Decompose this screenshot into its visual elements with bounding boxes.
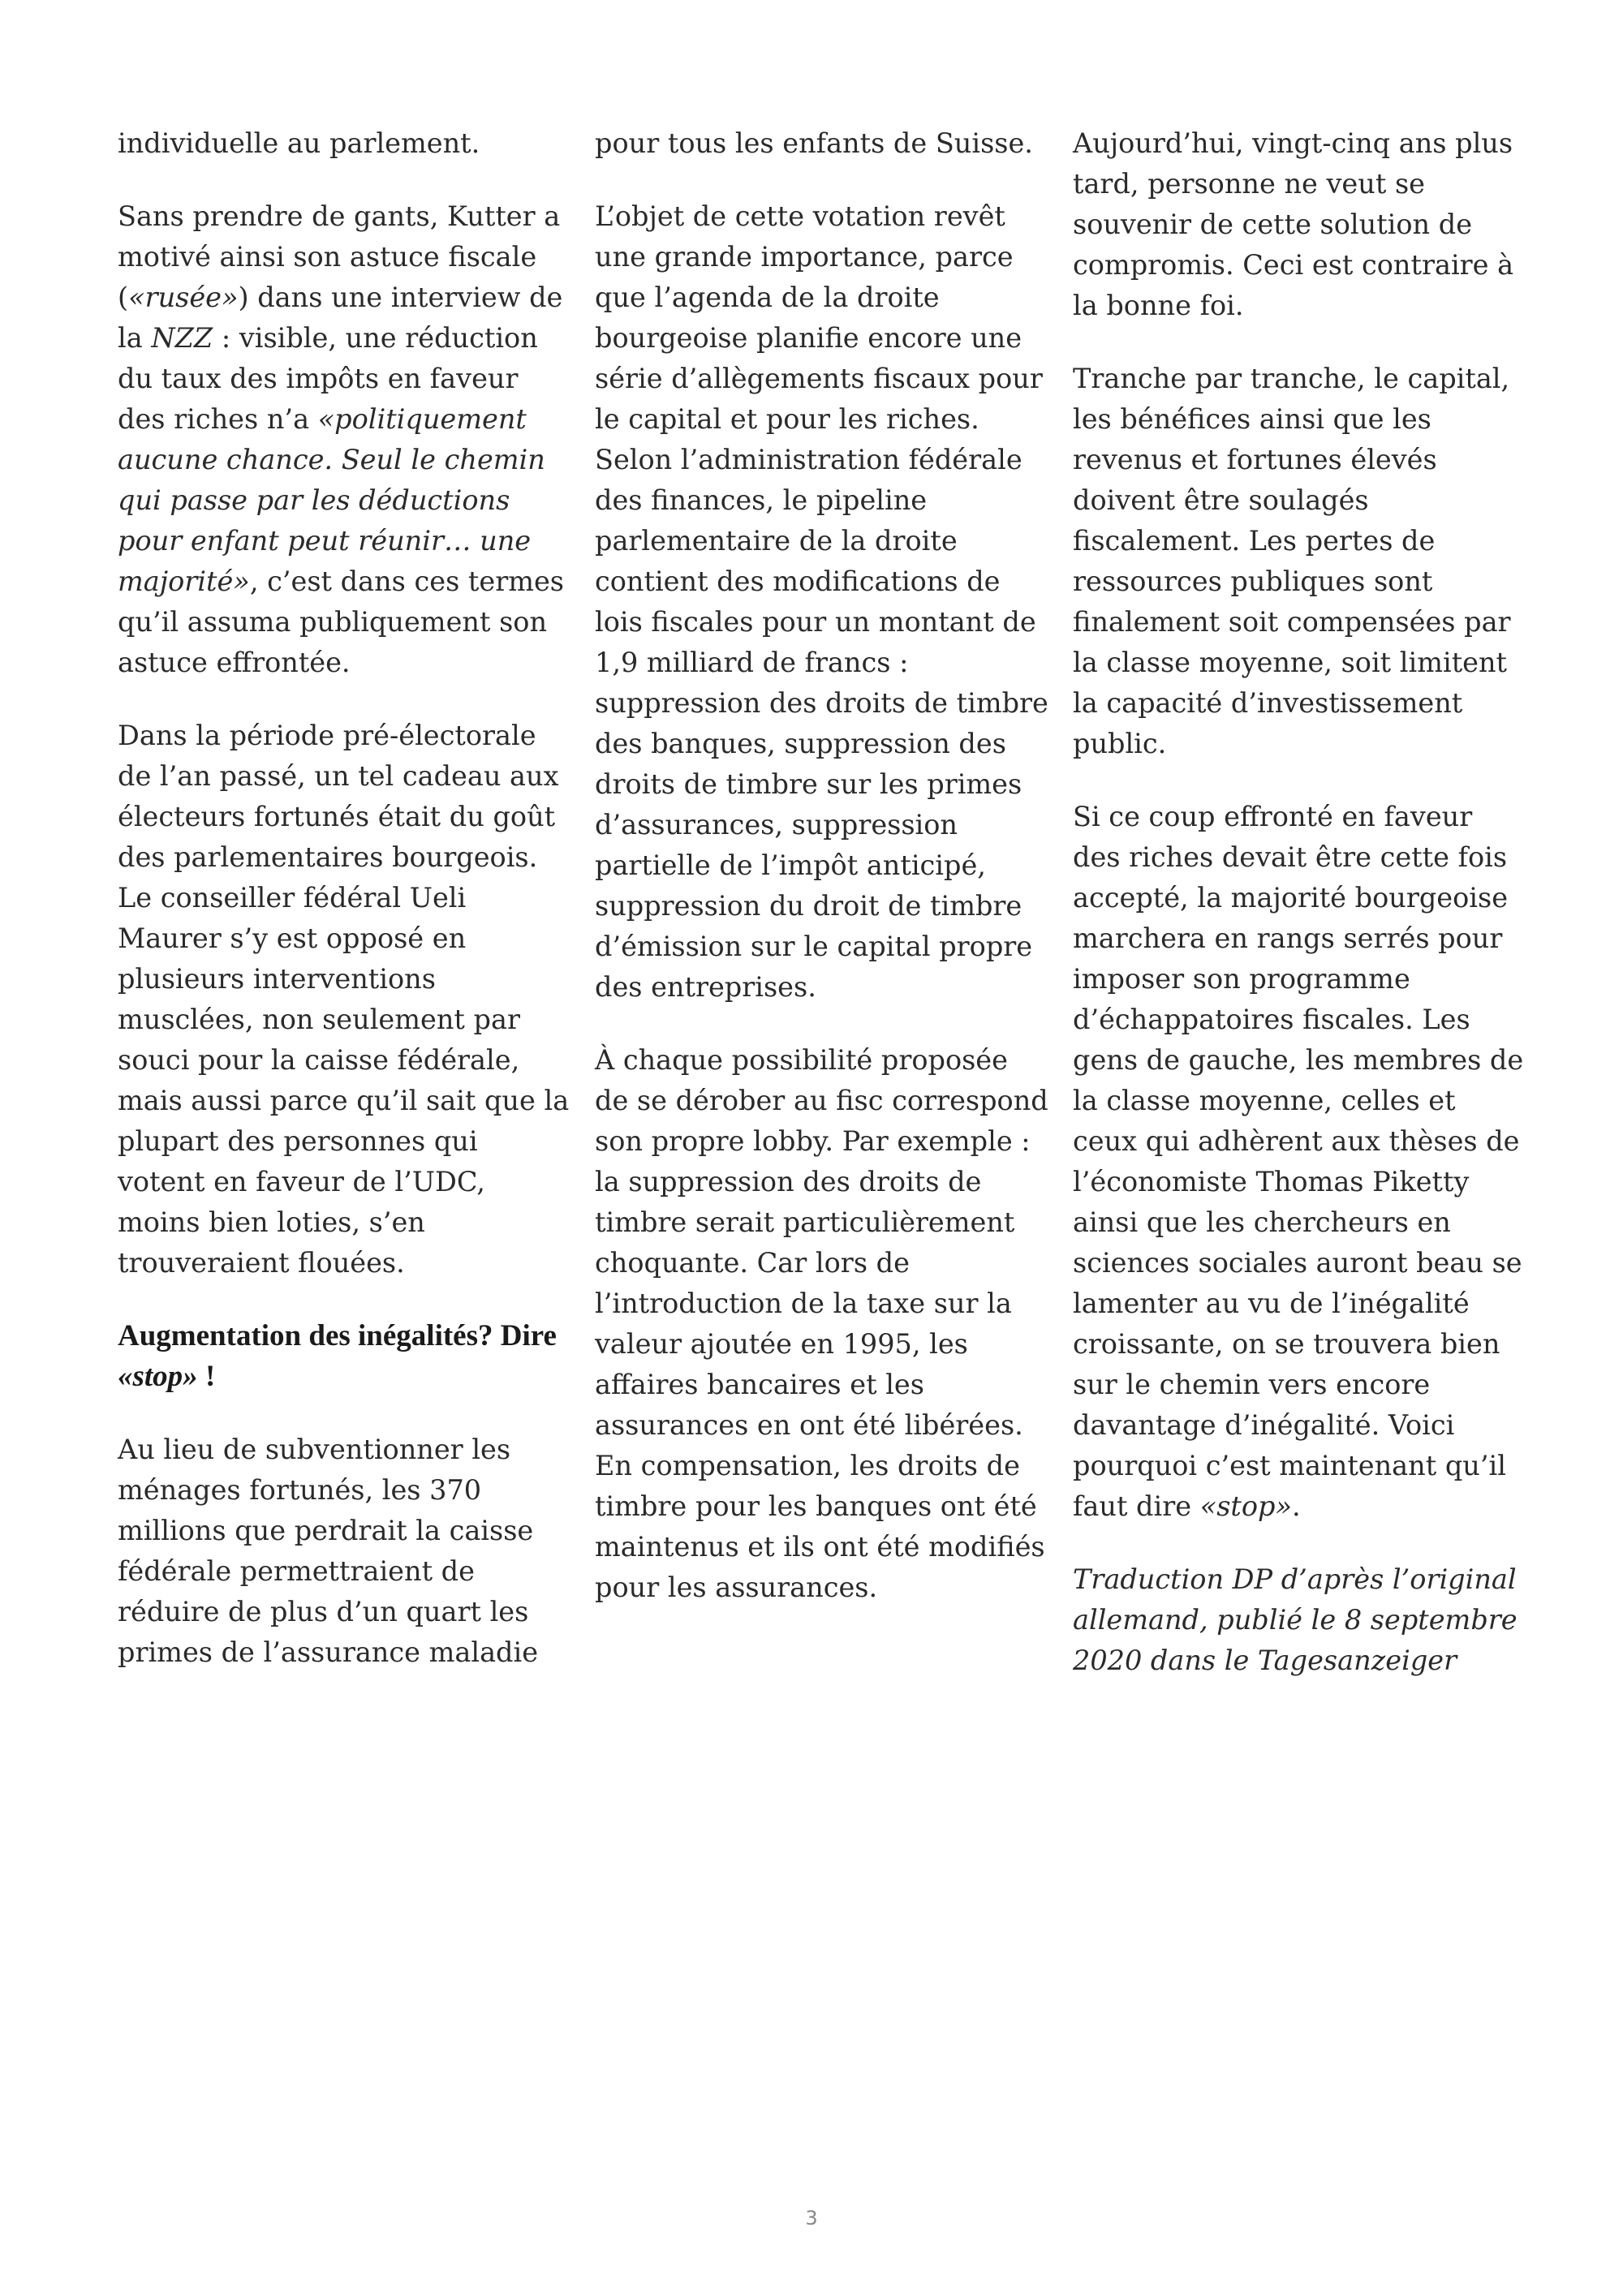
column-2 <box>595 123 1049 1640</box>
paragraph: Sans prendre de gants, Kutter a motivé ainsi son astuce fiscale («rusée») dans une interview de la NZZ : visible, une réduction du taux des impôts en faveur des riches n’a «politiquement aucune chance. Seul le chemin qui passe par les déductions pour enfant peut réunir… une majorité», c’est dans ces termes qu’il assuma publiquement son astuce effrontée. <box>118 200 564 678</box>
paragraph: Au lieu de subventionner les ménages fortunés, les 370 millions que perdrait la caisse fédérale permettraient de réduire de plus d’un quart les primes de l’assurance maladie <box>118 1434 539 1668</box>
paragraph: Dans la période pré-électorale de l’an passé, un tel cadeau aux électeurs fortunés était du goût des parlementaires bourgeois. Le conseiller fédéral Ueli Maurer s’y est opposé en plusieurs interventions musclées, non seulement par souci pour la caisse fédérale, mais aussi parce qu’il sait que la plupart des personnes qui votent en faveur de l’UDC, moins bien loties, s’en trouveraient flouées. <box>118 720 570 1279</box>
paragraph: pour tous les enfants de Suisse. <box>595 127 1033 159</box>
paragraph: À chaque possibilité proposée de se dérober au fisc correspond son propre lobby. Par exemple : la suppression des droits de timbre serait particulièrement choquante. Car lors de l’introduction de la taxe sur la valeur ajoutée en 1995, les affaires bancaires et les assurances en ont été libérées. En compensation, les droits de timbre pour les banques ont été maintenus et ils ont été modifiés pour les assurances. <box>595 1044 1048 1603</box>
page-number: 3 <box>805 2207 818 2229</box>
translation-credit: Traduction DP d’après l’original allemand, publié le 8 septembre 2020 dans le Tagesanzeiger <box>1073 1563 1518 1676</box>
paragraph: Si ce coup effronté en faveur des riches devait être cette fois accepté, la majorité bourgeoise marchera en rangs serrés pour imposer son programme d’échappatoires fiscales. Les gens de gauche, les membres de la classe moyenne, celles et ceux qui adhèrent aux thèses de l’économiste Thomas Piketty ainsi que les chercheurs en sciences sociales auront beau se lamenter au vu de l’inégalité croissante, on se trouvera bien sur le chemin vers encore davantage d’inégalité. Voici pourquoi c’est maintenant qu’il faut dire «stop». <box>1073 801 1524 1522</box>
paragraph: Tranche par tranche, le capital, les bénéfices ainsi que les revenus et fortunes élevés doivent être soulagés fiscalement. Les pertes de ressources publiques sont finalement soit compensées par la classe moyenne, soit limitent la capacité d’investissement public. <box>1073 363 1511 759</box>
paragraph: individuelle au parlement. <box>118 127 480 159</box>
paragraph: Aujourd’hui, vingt-cinq ans plus tard, personne ne veut se souvenir de cette solution de compromis. Ceci est contraire à la bonne foi. <box>1073 127 1514 321</box>
column-3 <box>1073 123 1527 1713</box>
column-1 <box>118 123 572 1705</box>
section-heading: Augmentation des inégalités? Dire «stop» ! <box>118 1319 557 1393</box>
paragraph: L’objet de cette votation revêt une grande importance, parce que l’agenda de la droite bourgeoise planifie encore une série d’allègements fiscaux pour le capital et pour les riches. Selon l’administration fédérale des finances, le pipeline parlementaire de la droite contient des modifications de lois fiscales pour un montant de 1,9 milliard de francs : suppression des droits de timbre des banques, suppression des droits de timbre sur les primes d’assurances, suppression partielle de l’impôt anticipé, suppression du droit de timbre d’émission sur le capital propre des entreprises. <box>595 200 1048 1003</box>
